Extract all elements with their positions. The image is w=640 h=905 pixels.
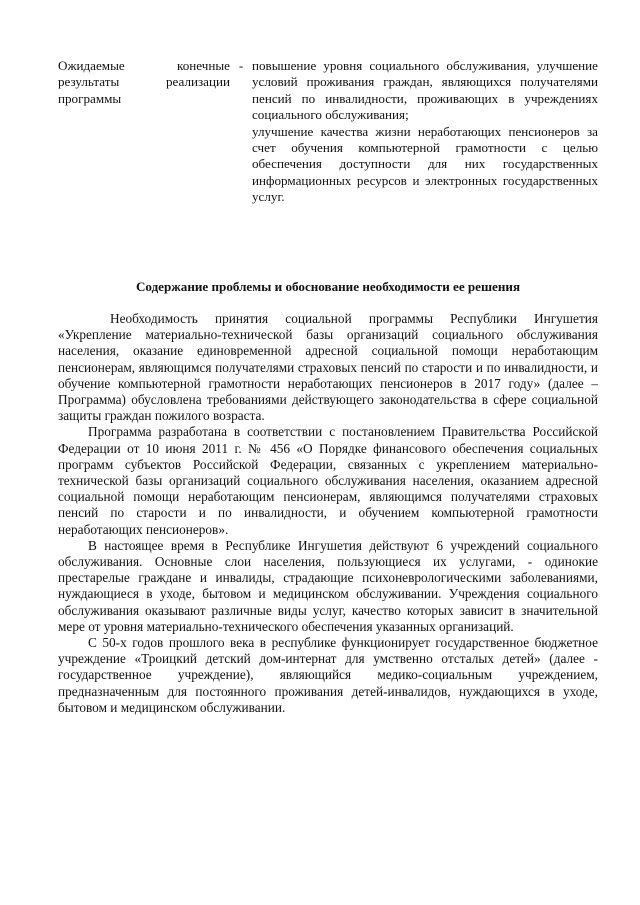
expected-results-dash: - (238, 58, 244, 73)
body-paragraph: Необходимость принятия социальной программы Республики Ингушетия «Укрепление материально-технической базы организаций социального обслуживания населения, оказание единовременной адресной социальной помощи неработающим пенсионерам, являющимся получателями страховых пенсий по старости и по инвалидности, и обучение компьютерной грамотности неработающих пенсионеров в 2017 году» (далее – Программа) обусловлена требованиями действующего законодательства в сфере социальной защиты граждан пожилого возраста. (58, 311, 598, 424)
expected-result-item: улучшение качества жизни неработающих пенсионеров за счет обучения компьютерной грамотности с целью обеспечения доступности для них государственных информационных ресурсов и электронных государственных услуг. (252, 123, 598, 205)
body-paragraph: В настоящее время в Республике Ингушетия действуют 6 учреждений социального обслуживания. Основные слои населения, пользующиеся их услугами, - одинокие престарелые граждане и инвалиды, страдающие психоневрологическими заболеваниями, нуждающиеся в уходе, бытовом и медицинском обслуживании. Учреждения социального обслуживания оказывают различные виды услуг, качество которых зависит в значительной мере от уровня материально-технического обеспечения указанных организаций. (58, 537, 598, 634)
body-paragraph: Программа разработана в соответствии с постановлением Правительства Российской Федерации от 10 июня 2011 г. № 456 «О Порядке финансового обеспечения социальных программ субъектов Российской Федерации, связанных с укреплением материально-технической базы организаций социального обслуживания населения, оказанием адресной социальной помощи неработающим пенсионерам, являющимся получателями страховых пенсий по старости и по инвалидности, и обучением компьютерной грамотности неработающих пенсионеров». (58, 424, 598, 537)
document-page (58, 58, 598, 715)
section-heading: Содержание проблемы и обоснование необходимости ее решения (135, 279, 521, 294)
expected-results-label: Ожидаемые конечные результаты реализации программы (58, 58, 230, 106)
body-paragraph: С 50-х годов прошлого века в республике функционирует государственное бюджетное учреждение «Троицкий детский дом-интернат для умственно отсталых детей» (далее - государственное учреждение), являющийся медико-социальным учреждением, предназначенным для постоянного проживания детей-инвалидов, нуждающихся в уходе, бытовом и медицинском обслуживании. (58, 635, 598, 715)
section-body (58, 311, 598, 716)
expected-results-list (252, 58, 598, 206)
expected-result-item: повышение уровня социального обслуживания, улучшение условий проживания граждан, являющихся получателями пенсий по инвалидности, проживающих в учреждениях социального обслуживания; (252, 58, 598, 123)
expected-results-table (58, 58, 598, 206)
